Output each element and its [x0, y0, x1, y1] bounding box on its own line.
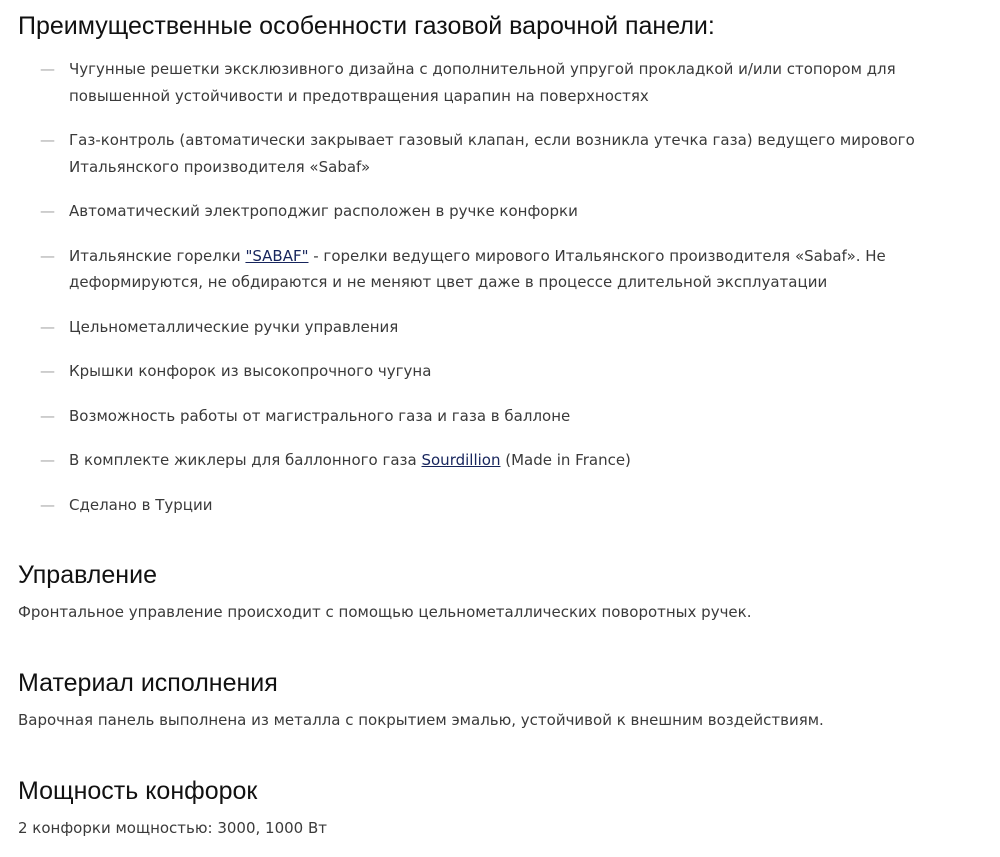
control-section [18, 560, 958, 623]
features-list [18, 56, 958, 536]
feature-text: Чугунные решетки эксклюзивного дизайна с дополнительной упругой прокладкой и/или стопором для повышенной устойчивости и предотвращения царапин на поверхностях [69, 60, 896, 105]
control-text: Фронтальное управление происходит с помощью цельнометаллических поворотных ручек. [18, 603, 752, 621]
list-item [18, 492, 958, 519]
list-item [18, 358, 958, 385]
page-title: Преимущественные особенности газовой варочной панели: [18, 12, 715, 40]
dash-marker-icon: — [40, 131, 55, 149]
dash-marker-icon: — [40, 362, 55, 380]
feature-text: Цельнометаллические ручки управления [69, 317, 399, 336]
feature-text-after: (Made in France) [500, 451, 631, 469]
power-section [18, 776, 958, 839]
dash-marker-icon: — [40, 406, 55, 425]
list-item [18, 403, 958, 430]
list-item [18, 127, 958, 180]
feature-text-after: - горелки ведущего мирового Итальянского производителя «Sabaf». Не деформируются, не обдираются и не меняют цвет даже в процессе длительной эксплуатации [69, 246, 886, 291]
feature-text: Крышки конфорок из высокопрочного чугуна [69, 362, 432, 380]
list-item [18, 243, 958, 296]
list-item [18, 198, 958, 225]
dash-marker-icon: — [40, 317, 55, 336]
dash-marker-icon: — [40, 60, 55, 78]
feature-text: Возможность работы от магистрального газа и газа в баллоне [69, 406, 571, 425]
sabaf-link[interactable]: "SABAF" [245, 246, 309, 265]
control-heading: Управление [18, 561, 157, 589]
material-text: Варочная панель выполнена из металла с покрытием эмалью, устойчивой к внешним воздействиям. [18, 711, 824, 729]
dash-marker-icon: — [40, 202, 55, 220]
material-heading: Материал исполнения [18, 669, 278, 697]
feature-text: Сделано в Турции [69, 495, 213, 514]
list-item [18, 56, 958, 109]
power-heading: Мощность конфорок [18, 777, 258, 805]
feature-text: Газ-контроль (автоматически закрывает газовый клапан, если возникла утечка газа) ведущего мирового Итальянского производителя «Sabaf» [69, 131, 915, 176]
feature-text-before: В комплекте жиклеры для баллонного газа [69, 451, 422, 469]
dash-marker-icon: — [40, 451, 55, 469]
list-item [18, 314, 958, 341]
dash-marker-icon: — [40, 246, 55, 265]
feature-text-before: Итальянские горелки [69, 246, 246, 265]
material-section [18, 668, 958, 731]
feature-text: Автоматический электроподжиг расположен в ручке конфорки [69, 202, 578, 220]
list-item [18, 447, 958, 474]
dash-marker-icon: — [40, 495, 55, 514]
sourdillion-link[interactable]: Sourdillion [421, 451, 501, 469]
power-text: 2 конфорки мощностью: 3000, 1000 Вт [18, 819, 328, 837]
